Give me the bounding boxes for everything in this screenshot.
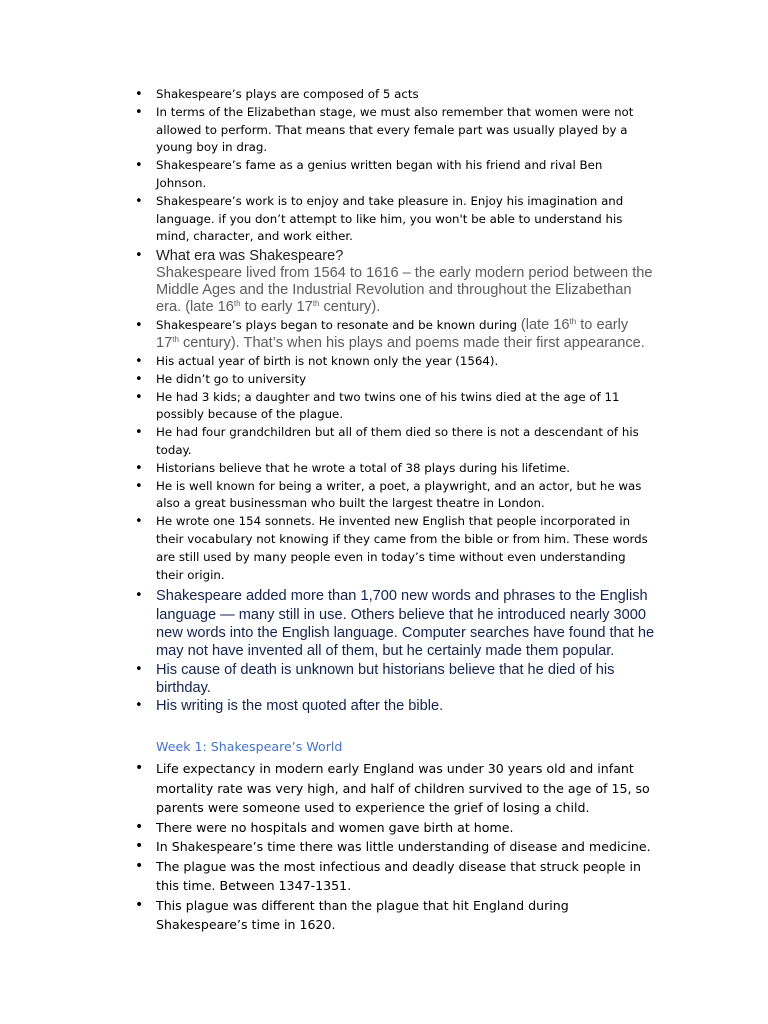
- list-item: • Shakespeare’s plays are composed of 5 acts: [135, 86, 655, 104]
- list-item: • In Shakespeare’s time there was little understanding of disease and medicine.: [135, 837, 655, 857]
- list-item: • He had four grandchildren but all of them died so there is not a descendant of his today.: [135, 424, 655, 460]
- resonate-gray-text: (late 16th to early 17th century). That’s when his plays and poems made their first appearance.: [156, 317, 645, 352]
- era-question: What era was Shakespeare?: [156, 248, 344, 265]
- list-item: • Shakespeare added more than 1,700 new words and phrases to the English language — many still in use. Others believe that he introduced nearly 3000 new words into the English language. Computer searches have found that he may not have invented all of them, but he certainly made them popular.: [135, 587, 655, 660]
- week1-list: [135, 759, 655, 935]
- list-item: • The plague was the most infectious and deadly disease that struck people in this time. Between 1347-1351.: [135, 857, 655, 896]
- list-item: • There were no hospitals and women gave birth at home.: [135, 818, 655, 838]
- list-item: • He didn’t go to university: [135, 371, 655, 389]
- list-item: • Historians believe that he wrote a total of 38 plays during his lifetime.: [135, 460, 655, 478]
- list-item: • His writing is the most quoted after the bible.: [135, 697, 655, 715]
- era-list-item: [135, 248, 655, 315]
- list-item: • He had 3 kids; a daughter and two twins one of his twins died at the age of 11 possibly because of the plague.: [135, 389, 655, 425]
- list-item: • This plague was different than the plague that hit England during Shakespeare’s time in 1620.: [135, 896, 655, 935]
- era-answer: Shakespeare lived from 1564 to 1616 – the early modern period between the Middle Ages and the Industrial Revolution and throughout the Elizabethan era. (late 16th to early 17th century).: [156, 264, 653, 315]
- list-item: • His actual year of birth is not known only the year (1564).: [135, 353, 655, 371]
- list-item: • His cause of death is unknown but historians believe that he died of his birthday.: [135, 661, 655, 698]
- list-item: • He is well known for being a writer, a poet, a playwright, and an actor, but he was also a great businessman who built the largest theatre in London.: [135, 478, 655, 514]
- list-item: • In terms of the Elizabethan stage, we must also remember that women were not allowed to perform. That means that every female part was usually played by a young boy in drag.: [135, 104, 655, 157]
- list-item: • Shakespeare’s work is to enjoy and take pleasure in. Enjoy his imagination and language. if you don’t attempt to like him, you won't be able to understand his mind, character, and work either.: [135, 193, 655, 246]
- list-item: • Shakespeare’s fame as a genius written began with his friend and rival Ben Johnson.: [135, 157, 655, 193]
- list-item: • Life expectancy in modern early England was under 30 years old and infant mortality rate was very high, and half of children survived to the age of 15, so parents were someone used to experience the grief of losing a child.: [135, 759, 655, 818]
- resonate-list-item: • Shakespeare’s plays began to resonate and be known during (late 16th to early 17th century). That’s when his plays and poems made their first appearance.: [135, 317, 655, 353]
- notes-list: [135, 86, 655, 715]
- list-item: • He wrote one 154 sonnets. He invented new English that people incorporated in their vocabulary not knowing if they came from the bible or from him. These words are still used by many people even in today’s time without even understanding their origin.: [135, 513, 655, 584]
- section-heading: Week 1: Shakespeare’s World: [156, 739, 343, 754]
